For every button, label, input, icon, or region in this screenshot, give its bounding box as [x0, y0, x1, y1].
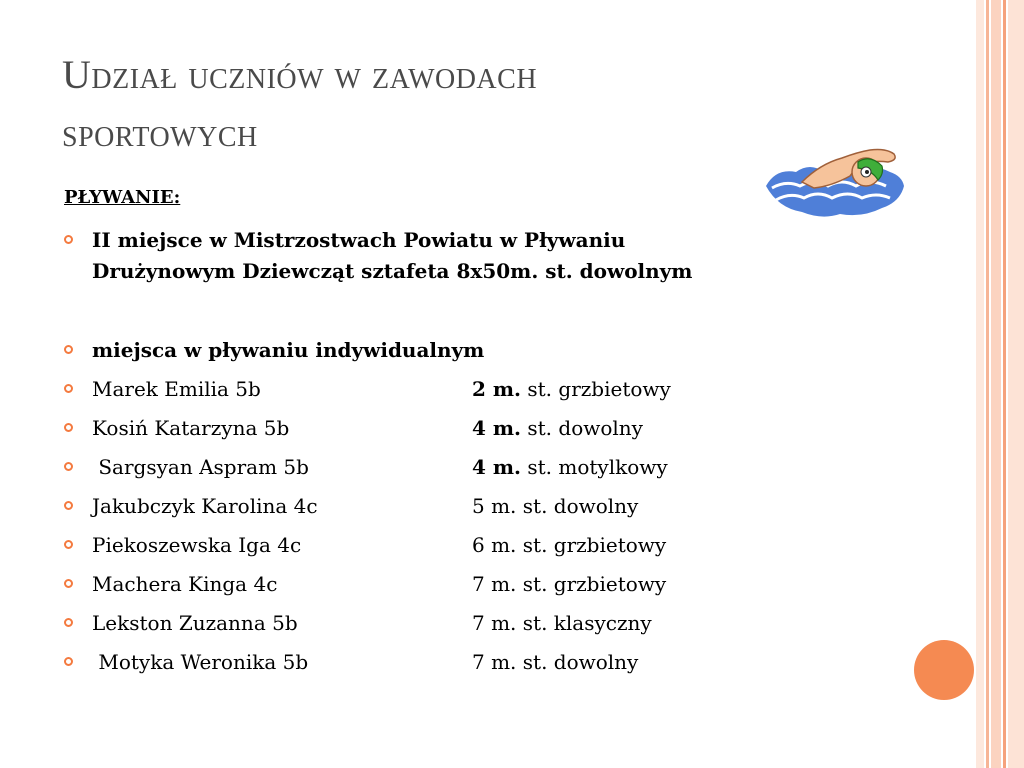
bullet-icon — [64, 345, 73, 354]
result-name: Piekoszewska Iga 4c — [92, 533, 302, 557]
result-place: 2 m. — [472, 377, 522, 401]
result-detail — [472, 532, 666, 559]
bullet-icon — [64, 501, 73, 510]
stripe — [991, 0, 1001, 768]
result-place: 7 m. — [472, 650, 517, 674]
decorative-stripes — [976, 0, 1024, 768]
result-place: 5 m. — [472, 494, 517, 518]
decorative-circle — [914, 640, 974, 700]
bullet-icon — [64, 579, 73, 588]
result-detail — [472, 610, 652, 637]
result-place: 7 m. — [472, 572, 517, 596]
section-label: PŁYWANIE: — [64, 187, 181, 208]
title-line-2: sportowych — [62, 110, 258, 155]
result-place: 6 m. — [472, 533, 517, 557]
result-detail — [472, 571, 666, 598]
result-style: st. dowolny — [516, 494, 639, 518]
stripe — [1003, 0, 1006, 768]
result-style: st. grzbietowy — [521, 377, 671, 401]
result-style: st. dowolny — [516, 650, 639, 674]
individual-heading: miejsca w pływaniu indywidualnym — [92, 338, 485, 362]
stripe — [1008, 0, 1024, 768]
result-style: st. grzbietowy — [516, 533, 667, 557]
result-detail — [472, 415, 643, 442]
bullet-icon — [64, 618, 73, 627]
result-place: 4 m. — [472, 455, 522, 479]
bullet-icon — [64, 235, 73, 244]
result-style: st. grzbietowy — [516, 572, 667, 596]
result-detail — [472, 454, 668, 481]
bullet-icon — [64, 540, 73, 549]
result-detail — [472, 376, 671, 403]
bullet-icon — [64, 462, 73, 471]
bullet-icon — [64, 657, 73, 666]
result-name: Marek Emilia 5b — [92, 377, 261, 401]
result-place: 7 m. — [472, 611, 517, 635]
bullet-icon — [64, 423, 73, 432]
swimmer-icon — [762, 142, 908, 222]
result-detail — [472, 493, 638, 520]
result-style: st. motylkowy — [521, 455, 668, 479]
result-name: Sargsyan Aspram 5b — [92, 455, 309, 479]
stripe — [986, 0, 989, 768]
team-result-line-2: Drużynowym Dziewcząt sztafeta 8x50m. st. dowolnym — [92, 259, 693, 283]
result-style: st. klasyczny — [516, 611, 652, 635]
result-detail — [472, 649, 638, 676]
result-name: Motyka Weronika 5b — [92, 650, 309, 674]
team-result-line-1: II miejsce w Mistrzostwach Powiatu w Pływaniu — [92, 228, 626, 252]
result-name: Machera Kinga 4c — [92, 572, 278, 596]
bullet-icon — [64, 384, 73, 393]
title-line-1: Udział uczniów w zawodach — [62, 52, 538, 97]
stripe — [976, 0, 984, 768]
result-place: 4 m. — [472, 416, 522, 440]
result-name: Lekston Zuzanna 5b — [92, 611, 298, 635]
slide-title — [62, 46, 782, 162]
result-name: Jakubczyk Karolina 4c — [92, 494, 318, 518]
result-name: Kosiń Katarzyna 5b — [92, 416, 290, 440]
result-style: st. dowolny — [521, 416, 643, 440]
